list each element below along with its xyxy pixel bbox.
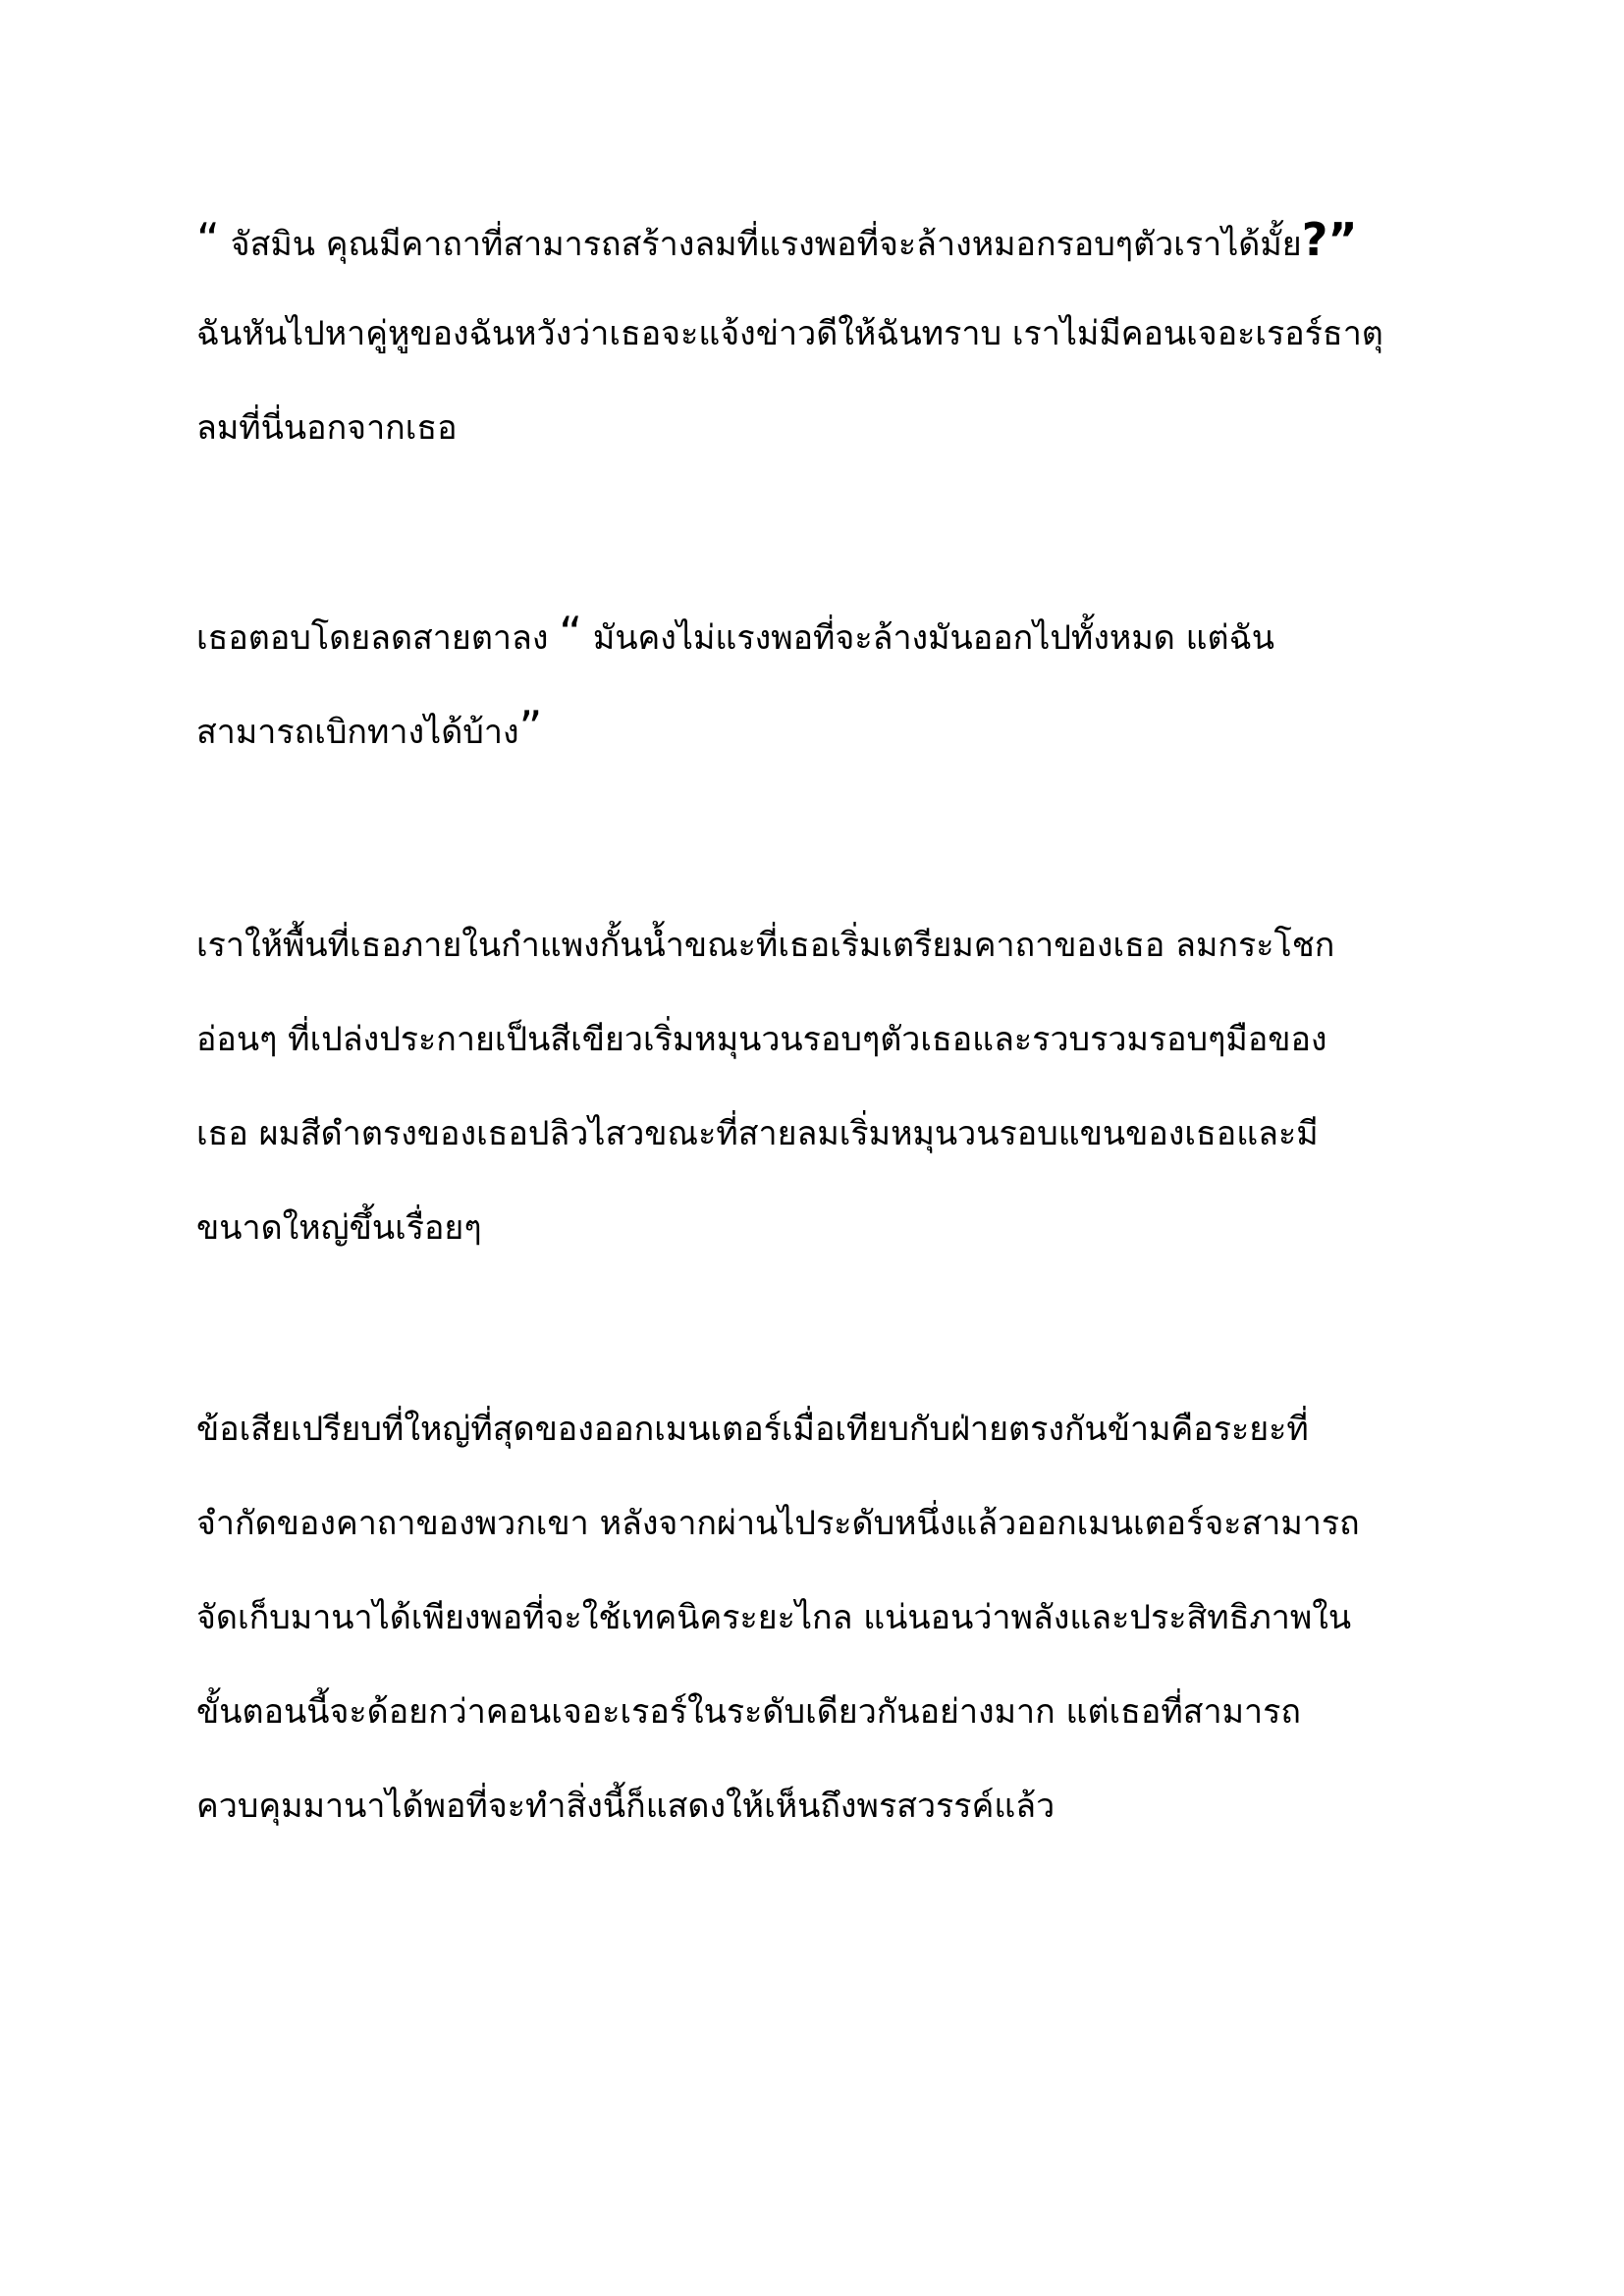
- paragraph-4-line-3: จัดเก็บมานาได้เพียงพอที่จะใช้เทคนิคระยะไกล แน่นอนว่าพลังและประสิทธิภาพใน: [196, 1598, 1352, 1637]
- line-text: จัสมิน คุณมีคาถาที่สามารถสร้างลมที่แรงพอที่จะล้างหมอกรอบๆตัวเราได้มั้ย: [219, 225, 1302, 264]
- paragraph-3: [196, 898, 1434, 1275]
- paragraph-4-line-4: ขั้นตอนนี้จะด้อยกว่าคอนเจอะเรอร์ในระดับเดียวกันอย่างมาก แต่เธอที่สามารถ: [196, 1692, 1301, 1732]
- line-text: สามารถเบิกทางได้บ้าง: [196, 713, 519, 752]
- open-quote-mark: “: [559, 607, 583, 660]
- line-text: เธอตอบโดยลดสายตาลง: [196, 618, 560, 658]
- paragraph-4-line-2: จำกัดของคาถาของพวกเขา หลังจากผ่านไประดับหนึ่งแล้วออกเมนเตอร์จะสามารถ: [196, 1504, 1360, 1543]
- paragraph-4: [196, 1382, 1434, 1853]
- paragraph-2-line-2: [196, 680, 1434, 774]
- paragraph-4-line-5: ควบคุมมานาได้พอที่จะทำสิ่งนี้ก็แสดงให้เห็นถึงพรสวรรค์แล้ว: [196, 1787, 1056, 1826]
- paragraph-3-line-3: เธอ ผมสีดำตรงของเธอปลิวไสวขณะที่สายลมเริ่มหมุนวนรอบแขนของเธอและมี: [196, 1114, 1319, 1153]
- line-text-continued: มันคงไม่แรงพอที่จะล้างมันออกไปทั้งหมด แต่ฉัน: [582, 618, 1275, 658]
- paragraph-1-line-3: ลมที่นี่นอกจากเธอ: [196, 408, 458, 448]
- paragraph-3-line-1: เราให้พื้นที่เธอภายในกำแพงกั้นน้ำขณะที่เธอเริ่มเตรียมคาถาของเธอ ลมกระโชก: [196, 926, 1335, 965]
- paragraph-3-line-4: ขนาดใหญ่ขึ้นเรื่อยๆ: [196, 1208, 482, 1248]
- close-quote-mark: ”: [518, 701, 543, 754]
- paragraph-1-line-2: ฉันหันไปหาคู่หูของฉันหวังว่าเธอจะแจ้งข่าวดีให้ฉันทราบ เราไม่มีคอนเจอะเรอร์ธาตุ: [196, 314, 1383, 353]
- open-quote-mark: “: [196, 213, 220, 266]
- close-quote-mark: ?”: [1301, 213, 1358, 266]
- paragraph-2-line-1: [196, 586, 1434, 680]
- paragraph-3-line-2: อ่อนๆ ที่เปล่งประกายเป็นสีเขียวเริ่มหมุนวนรอบๆตัวเธอและรวบรวมรอบๆมือของ: [196, 1020, 1327, 1059]
- paragraph-4-line-1: ข้อเสียเปรียบที่ใหญ่ที่สุดของออกเมนเตอร์เมื่อเทียบกับฝ่ายตรงกันข้ามคือระยะที่: [196, 1410, 1309, 1449]
- paragraph-2: [196, 586, 1434, 774]
- paragraph-1: [196, 192, 1434, 475]
- paragraph-1-line-1: [196, 192, 1434, 287]
